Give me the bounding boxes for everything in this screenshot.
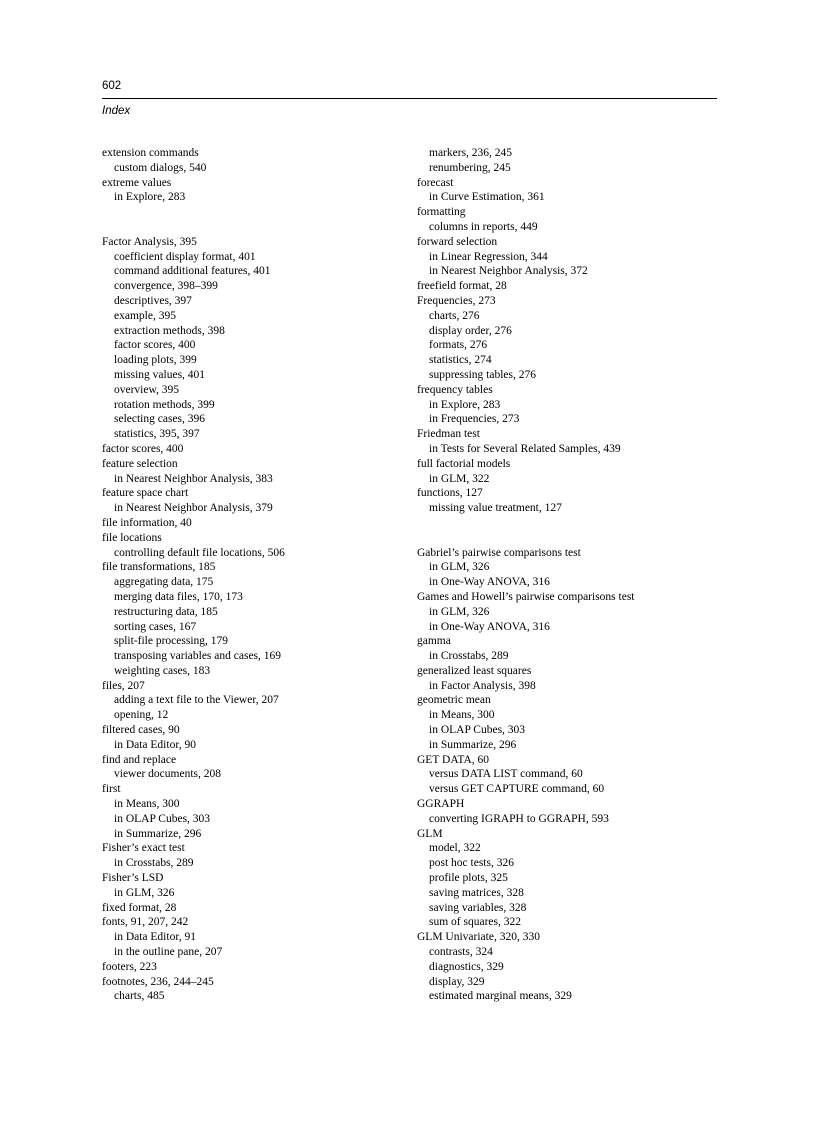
index-subentry: in Means, 300 <box>114 798 180 811</box>
index-subentry: display order, 276 <box>429 324 512 337</box>
index-entry: gamma <box>417 635 451 648</box>
index-subentry: estimated marginal means, 329 <box>429 990 572 1003</box>
index-subentry: sum of squares, 322 <box>429 916 521 929</box>
index-subentry: controlling default file locations, 506 <box>114 546 285 559</box>
index-subentry: descriptives, 397 <box>114 294 192 307</box>
index-subentry: in GLM, 326 <box>429 561 490 574</box>
index-subentry: charts, 276 <box>429 309 480 322</box>
index-subentry: in Crosstabs, 289 <box>114 857 194 870</box>
index-subentry: in Tests for Several Related Samples, 439 <box>429 442 621 455</box>
letter-group-gap <box>417 516 717 546</box>
index-subentry: opening, 12 <box>114 709 169 722</box>
index-entry: forward selection <box>417 235 498 248</box>
index-subentry: in Nearest Neighbor Analysis, 379 <box>114 502 273 515</box>
index-subentry: statistics, 274 <box>429 354 492 367</box>
index-subentry: in GLM, 326 <box>429 605 490 618</box>
index-subentry: in Means, 300 <box>429 709 495 722</box>
index-entry: functions, 127 <box>417 487 483 500</box>
index-subentry: in Curve Estimation, 361 <box>429 191 545 204</box>
running-head: Index <box>102 105 131 117</box>
index-subentry: adding a text file to the Viewer, 207 <box>114 694 279 707</box>
index-subentry: in OLAP Cubes, 303 <box>429 724 526 737</box>
index-entry: first <box>102 783 121 796</box>
index-entry: fonts, 91, 207, 242 <box>102 916 189 929</box>
index-subentry: in OLAP Cubes, 303 <box>114 812 211 825</box>
index-subentry: in Explore, 283 <box>114 191 186 204</box>
index-entry: GLM Univariate, 320, 330 <box>417 931 540 944</box>
index-subentry: example, 395 <box>114 309 176 322</box>
index-column-right <box>417 146 717 1004</box>
index-entry: generalized least squares <box>417 664 532 677</box>
index-entry: Gabriel’s pairwise comparisons test <box>417 546 581 559</box>
index-subentry: in Nearest Neighbor Analysis, 372 <box>429 265 588 278</box>
index-subentry: in Linear Regression, 344 <box>429 250 548 263</box>
index-subentry: converting IGRAPH to GGRAPH, 593 <box>429 812 609 825</box>
index-subentry: diagnostics, 329 <box>429 960 504 973</box>
index-subentry: in Data Editor, 91 <box>114 931 196 944</box>
index-subentry: statistics, 395, 397 <box>114 428 200 441</box>
index-subentry: command additional features, 401 <box>114 265 271 278</box>
index-entry: factor scores, 400 <box>102 442 184 455</box>
index-subentry: in Nearest Neighbor Analysis, 383 <box>114 472 273 485</box>
index-entry: footnotes, 236, 244–245 <box>102 975 214 988</box>
index-subentry: viewer documents, 208 <box>114 768 221 781</box>
index-subentry: in Factor Analysis, 398 <box>429 679 536 692</box>
index-entry: formatting <box>417 206 466 219</box>
index-subentry: rotation methods, 399 <box>114 398 215 411</box>
index-entry: footers, 223 <box>102 960 157 973</box>
index-entry: extension commands <box>102 147 199 159</box>
index-subentry: transposing variables and cases, 169 <box>114 650 282 663</box>
index-subentry: loading plots, 399 <box>114 354 197 367</box>
index-subentry: overview, 395 <box>114 383 180 396</box>
index-entry: frequency tables <box>417 383 493 396</box>
index-subentry: in Data Editor, 90 <box>114 738 196 751</box>
index-subentry: in One-Way ANOVA, 316 <box>429 620 550 633</box>
index-subentry: coefficient display format, 401 <box>114 250 256 263</box>
index-subentry: in GLM, 322 <box>429 472 490 485</box>
index-subentry: in Explore, 283 <box>429 398 501 411</box>
index-subentry: restructuring data, 185 <box>114 605 218 618</box>
index-subentry: weighting cases, 183 <box>114 664 211 677</box>
index-subentry: convergence, 398–399 <box>114 280 218 293</box>
index-subentry: formats, 276 <box>429 339 488 352</box>
index-subentry: in Summarize, 296 <box>429 738 517 751</box>
index-subentry: missing value treatment, 127 <box>429 502 562 515</box>
index-subentry: in One-Way ANOVA, 316 <box>429 576 550 589</box>
index-subentry: post hoc tests, 326 <box>429 857 514 870</box>
index-entry: Fisher’s exact test <box>102 842 185 855</box>
index-entry: forecast <box>417 176 454 189</box>
index-entry: feature selection <box>102 457 178 470</box>
index-entry: GLM <box>417 827 443 840</box>
index-subentry: contrasts, 324 <box>429 946 493 959</box>
index-entry: filtered cases, 90 <box>102 724 180 737</box>
index-entry: GET DATA, 60 <box>417 753 490 766</box>
index-entry: Frequencies, 273 <box>417 294 496 307</box>
index-subentry: saving matrices, 328 <box>429 886 524 899</box>
index-column-left <box>102 146 402 1004</box>
index-subentry: versus GET CAPTURE command, 60 <box>429 783 605 796</box>
index-subentry: extraction methods, 398 <box>114 324 225 337</box>
page-number: 602 <box>102 80 122 92</box>
index-entry: Friedman test <box>417 428 480 441</box>
index-entry: Factor Analysis, 395 <box>102 235 197 248</box>
index-subentry: aggregating data, 175 <box>114 576 214 589</box>
index-subentry: suppressing tables, 276 <box>429 368 537 381</box>
index-entry: extreme values <box>102 176 172 189</box>
index-entry: fixed format, 28 <box>102 901 177 914</box>
index-subentry: factor scores, 400 <box>114 339 196 352</box>
index-subentry: in GLM, 326 <box>114 886 175 899</box>
index-entry: full factorial models <box>417 457 511 470</box>
index-subentry: selecting cases, 396 <box>114 413 206 426</box>
index-subentry: model, 322 <box>429 842 481 855</box>
index-entry: Games and Howell’s pairwise comparisons test <box>417 590 635 603</box>
index-subentry: profile plots, 325 <box>429 872 508 885</box>
index-subentry: split-file processing, 179 <box>114 635 229 648</box>
letter-group-gap <box>102 205 402 235</box>
index-subentry: in the outline pane, 207 <box>114 946 223 959</box>
index-subentry: in Summarize, 296 <box>114 827 202 840</box>
index-subentry: display, 329 <box>429 975 485 988</box>
index-entry: file transformations, 185 <box>102 561 216 574</box>
index-subentry: in Crosstabs, 289 <box>429 650 509 663</box>
header-rule <box>102 98 717 99</box>
index-entry: feature space chart <box>102 487 189 500</box>
index-subentry: renumbering, 245 <box>429 161 511 174</box>
index-entry: Fisher’s LSD <box>102 872 164 885</box>
index-subentry: markers, 236, 245 <box>429 147 513 159</box>
index-subentry: versus DATA LIST command, 60 <box>429 768 583 781</box>
index-entry: files, 207 <box>102 679 145 692</box>
index-subentry: columns in reports, 449 <box>429 220 538 233</box>
index-entry: GGRAPH <box>417 798 465 811</box>
index-subentry: custom dialogs, 540 <box>114 161 207 174</box>
index-entry: geometric mean <box>417 694 491 707</box>
index-subentry: charts, 485 <box>114 990 165 1003</box>
index-subentry: sorting cases, 167 <box>114 620 197 633</box>
index-entry: file information, 40 <box>102 516 192 529</box>
index-subentry: merging data files, 170, 173 <box>114 590 243 603</box>
index-subentry: in Frequencies, 273 <box>429 413 520 426</box>
index-subentry: missing values, 401 <box>114 368 206 381</box>
index-entry: file locations <box>102 531 162 544</box>
index-subentry: saving variables, 328 <box>429 901 527 914</box>
index-entry: freefield format, 28 <box>417 280 507 293</box>
index-entry: find and replace <box>102 753 177 766</box>
